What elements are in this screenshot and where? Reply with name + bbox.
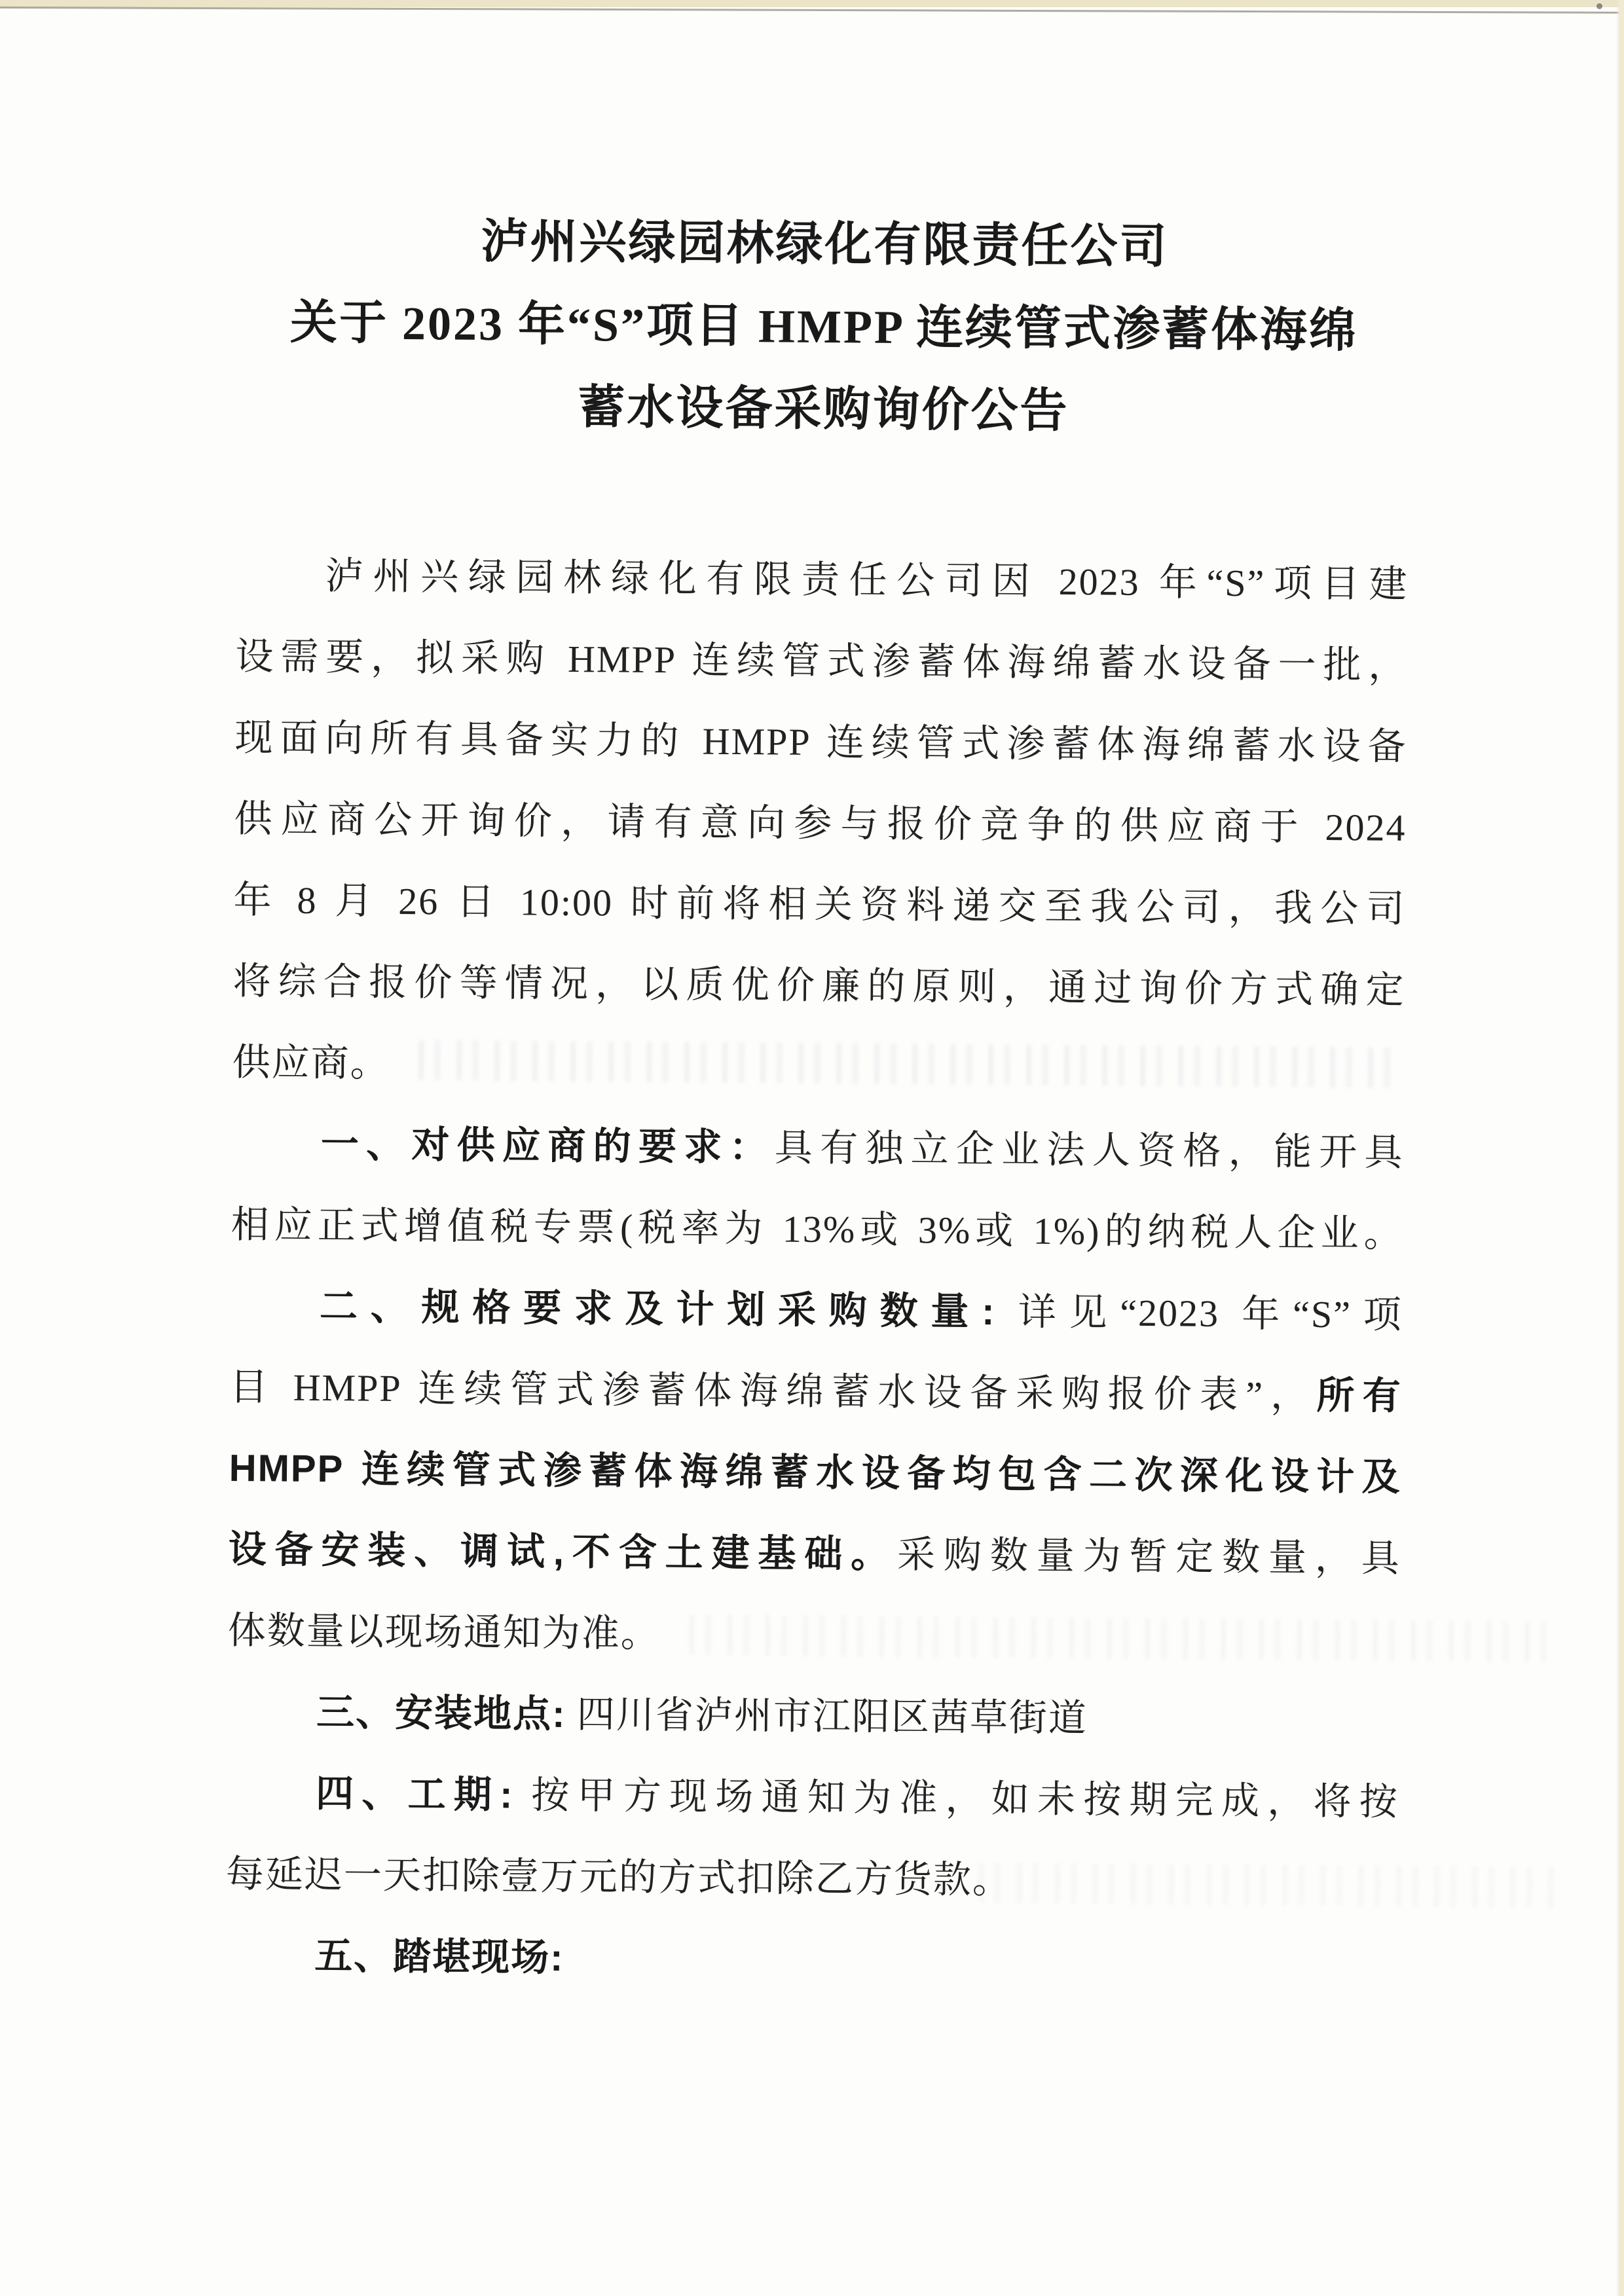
text-run: 详见“2023 年“S”项 [995,1290,1403,1337]
text-run: 供应商。 [232,1040,390,1085]
text-line [231,1103,1404,1194]
text-run: 将综合报价等情况，以质优价廉的原则，通过询价方式确定 [232,959,1405,1012]
text-line [231,1184,1403,1275]
text-line [234,778,1407,869]
text-run: 相应正式增值税专票(税率为 13%或 3%或 1%)的纳税人企业。 [231,1203,1403,1256]
document-body [225,535,1408,2005]
title-line: 泸州兴绿园林绿化有限责任公司 [481,215,1169,274]
text-run-bold: 五、踏堪现场: [314,1934,564,1979]
text-run: 目 HMPP 连续管式渗蓄体海绵蓄水设备采购报价表”， [229,1365,1317,1417]
text-line [236,535,1409,625]
document-title [237,198,1411,455]
text-line [232,941,1405,1031]
text-line [234,697,1407,788]
text-run: 设需要，拟采购 HMPP 连续管式渗蓄体海绵蓄水设备一批， [235,634,1408,687]
text-line [229,1428,1401,1518]
text-line [229,1347,1402,1437]
text-run-bold: 二、规格要求及计划采购数量: [319,1285,996,1334]
text-run: 年 8 月 26 日 10:00 时前将相关资料递交至我公司，我公司 [233,878,1406,931]
text-run: 四川省泸州市江阳区茜草街道 [566,1692,1088,1740]
scan-edge-top [0,0,1624,7]
text-run-bold: 四、工期: [315,1772,514,1817]
text-line [225,1915,1397,2005]
text-line [228,1509,1401,1599]
text-line [235,616,1408,706]
text-run: 现面向所有具备实力的 HMPP 连续管式渗蓄体海绵蓄水设备 [234,716,1407,769]
document-content [225,198,1411,2005]
text-line [225,1834,1398,1924]
text-line [233,860,1406,950]
text-run-bold: 三、安装地点: [316,1691,566,1736]
text-run: 具有独立企业法人资格，能开具 [774,1126,1404,1175]
scan-speck [1596,3,1602,9]
text-run-bold: 设备安装、调试,不含土建基础。 [228,1527,898,1576]
text-line [227,1590,1400,1681]
text-line [226,1753,1399,1843]
text-run-bold: 一、对供应商的要求： [320,1123,775,1169]
text-run: 采购数量为暂定数量，具 [896,1533,1401,1580]
scan-edge-top-line [0,7,1624,14]
title-line: 关于 2023 年“S”项目 HMPP 连续管式渗蓄体海绵 [289,296,1359,357]
text-line [230,1266,1403,1356]
text-line [232,1022,1405,1112]
text-run: 泸州兴绿园林绿化有限责任公司因 2023 年“S”项目建 [325,555,1409,606]
text-run: 体数量以现场通知为准。 [227,1609,661,1656]
text-run: 每延迟一天扣除壹万元的方式扣除乙方货款。 [225,1852,1012,1902]
scan-edge-right [1616,0,1624,2296]
text-line [227,1671,1399,1762]
text-run: 供应商公开询价，请有意向参与报价竞争的供应商于 2024 [234,797,1407,850]
text-run-bold: 所有 [1316,1374,1402,1418]
text-run-bold: HMPP 连续管式渗蓄体海绵蓄水设备均包含二次深化设计及 [229,1446,1401,1499]
text-run: 按甲方现场通知为准，如未按期完成，将按 [513,1774,1399,1823]
title-line: 蓄水设备采购询价公告 [578,381,1069,437]
